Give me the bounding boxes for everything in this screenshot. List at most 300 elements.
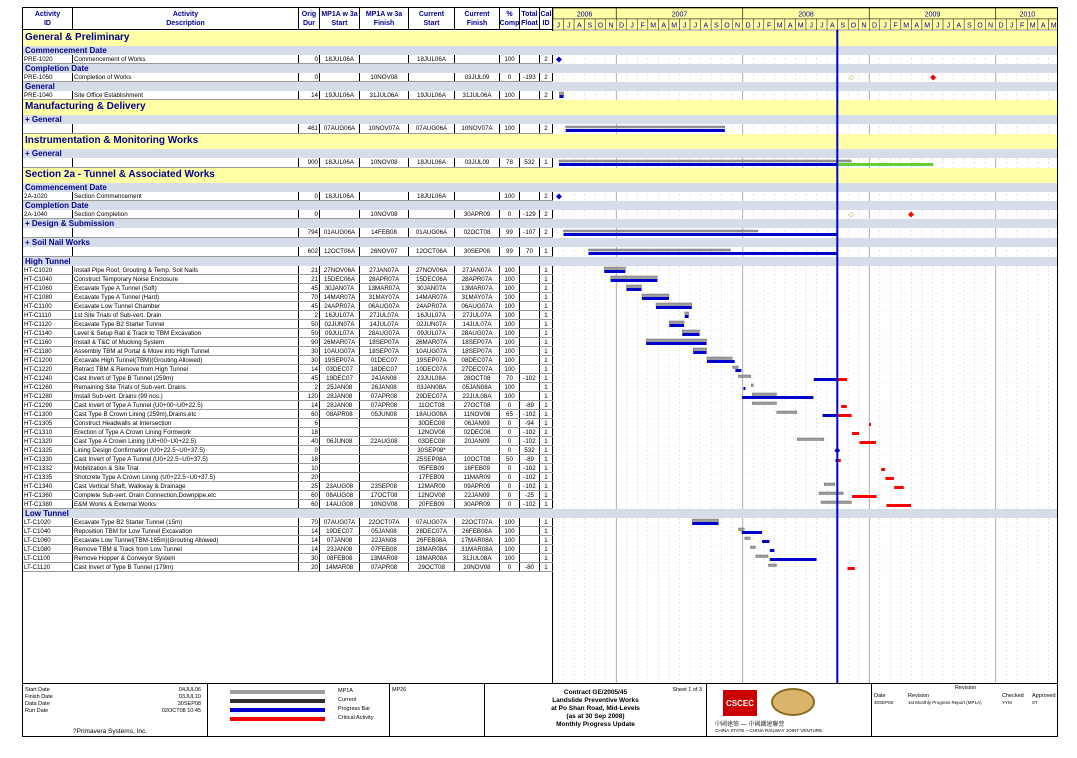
- cell-cs: [409, 210, 455, 218]
- month-label: M: [650, 22, 657, 30]
- column-header-2[interactable]: Orig Dur: [299, 8, 320, 30]
- cell-f1: 06AUG07A: [360, 302, 409, 310]
- cell-cal: 1: [540, 329, 553, 337]
- month-label: O: [597, 22, 604, 30]
- cell-tf: -102: [520, 428, 540, 436]
- cell-desc: Complete Sub-vert. Drain Connection,Downpipe,etc: [73, 491, 299, 499]
- cell-cs: 20FEB09: [409, 500, 455, 508]
- cell-pct: 78: [500, 158, 520, 167]
- cell-pct: 100: [500, 91, 520, 99]
- cell-s1: [320, 455, 360, 463]
- cell-dur: 794: [299, 228, 320, 237]
- cell-cf: 11MAR09: [455, 473, 500, 481]
- cell-s1: [320, 210, 360, 218]
- activity-row[interactable]: [23, 347, 553, 356]
- mp1a-bar: [777, 411, 797, 414]
- mp1a-bar: [750, 546, 755, 549]
- cell-dur: 6: [299, 419, 320, 427]
- cell-id: HT-C1280: [23, 392, 73, 400]
- activity-row[interactable]: [23, 365, 553, 374]
- progress-bar: [692, 522, 718, 525]
- cell-pct: 65: [500, 410, 520, 418]
- activity-row[interactable]: [23, 410, 553, 419]
- cell-desc: Reposition TBM for Low Tunnel Excavation: [73, 527, 299, 535]
- subsection-band: [553, 149, 1058, 158]
- cell-s1: 09JUL07A: [320, 329, 360, 337]
- cell-cal: 2: [540, 73, 553, 81]
- critical-activity-bar: [847, 567, 854, 570]
- progress-bar: [770, 549, 775, 552]
- cell-id: [23, 228, 73, 237]
- cell-desc: Excavate High Tunnel(TBM)(Grouting Allowed): [73, 356, 299, 364]
- revision-header: Approved: [1032, 693, 1056, 699]
- month-label: A: [956, 22, 962, 30]
- activity-row[interactable]: [23, 527, 553, 536]
- section-header[interactable]: Instrumentation & Monitoring Works: [23, 134, 553, 149]
- cell-cal: 2: [540, 124, 553, 133]
- cell-pct: 0: [500, 464, 520, 472]
- cell-desc: [73, 247, 299, 256]
- cell-cal: 1: [540, 455, 553, 463]
- activity-row[interactable]: [23, 500, 553, 509]
- cell-desc: Site Office Establishment: [73, 91, 299, 99]
- cell-dur: 14: [299, 91, 320, 99]
- mp1a-bar: [685, 312, 689, 315]
- subsection-header[interactable]: Completion Date: [23, 201, 553, 210]
- cell-cs: 18JUL06A: [409, 55, 455, 63]
- legend-swatch: [230, 699, 325, 703]
- cell-dur: 14: [299, 545, 320, 553]
- cell-cs: 26FEB08A: [409, 536, 455, 544]
- cell-dur: 461: [299, 124, 320, 133]
- subsection-header[interactable]: + General: [23, 149, 553, 158]
- cell-cf: 10NOV07A: [455, 124, 500, 133]
- cell-cal: 2: [540, 192, 553, 200]
- cell-s1: 19JUL06A: [320, 91, 360, 99]
- cell-f1: 22JAN08: [360, 536, 409, 544]
- cell-desc: E&M Works & External Works: [73, 500, 299, 508]
- cell-cf: [455, 446, 500, 454]
- progress-bar: [742, 531, 762, 534]
- cell-id: [23, 158, 73, 167]
- critical-activity-bar: [894, 486, 903, 489]
- progress-bar: [707, 360, 735, 363]
- data-date: 30SEP08: [177, 701, 201, 707]
- cell-cf: 20JAN09: [455, 437, 500, 445]
- column-header-4[interactable]: MP1A w 3a Finish: [360, 8, 409, 30]
- cell-tf: -25: [520, 491, 540, 499]
- cell-dur: 14: [299, 365, 320, 373]
- cell-desc: 1st Site Trials of Sub-vert. Drain: [73, 311, 299, 319]
- activity-row[interactable]: [23, 446, 553, 455]
- activity-row[interactable]: [23, 545, 553, 554]
- cell-cf: 18SEP07A: [455, 338, 500, 346]
- legend-swatch: [230, 708, 325, 712]
- cell-desc: Retract TBM & Remove from High Tunnel: [73, 365, 299, 373]
- cell-cf: 10OCT08: [455, 455, 500, 463]
- cell-s1: 23AUG08: [320, 482, 360, 490]
- column-header-6[interactable]: Current Finish: [455, 8, 500, 30]
- cell-tf: [520, 266, 540, 274]
- revision-block: [872, 684, 1058, 737]
- summary-row[interactable]: [23, 247, 553, 257]
- activity-row[interactable]: [23, 73, 553, 82]
- cell-tf: -102: [520, 473, 540, 481]
- cell-id: HT-C1040: [23, 275, 73, 283]
- legend: [208, 684, 390, 737]
- cell-dur: 90: [299, 338, 320, 346]
- cell-f1: 18DEC07: [360, 365, 409, 373]
- activity-row[interactable]: [23, 91, 553, 100]
- milestone-marker: [908, 212, 914, 218]
- cell-dur: 20: [299, 473, 320, 481]
- month-label: M: [903, 22, 910, 30]
- cell-tf: -94: [520, 419, 540, 427]
- cell-dur: 20: [299, 563, 320, 571]
- cell-cf: 02DEC08: [455, 428, 500, 436]
- cell-cs: 30DEC08: [409, 419, 455, 427]
- jv-name-en: CHINA STATE – CHINA RAILWAY JOINT VENTURE: [715, 728, 823, 733]
- column-header-0[interactable]: Activity ID: [23, 8, 73, 30]
- cell-id: HT-C1330: [23, 455, 73, 463]
- cell-s1: [320, 473, 360, 481]
- activity-row[interactable]: [23, 383, 553, 392]
- cell-cs: 12NOV08: [409, 491, 455, 499]
- mp1a-bar: [821, 501, 851, 504]
- cell-pct: 100: [500, 329, 520, 337]
- activity-row[interactable]: [23, 518, 553, 527]
- month-label: O: [977, 22, 983, 30]
- cell-f1: 28AUG07A: [360, 329, 409, 337]
- cell-pct: 0: [500, 500, 520, 508]
- cell-pct: 100: [500, 284, 520, 292]
- month-label: D: [745, 22, 751, 30]
- activity-row[interactable]: [23, 320, 553, 329]
- cell-tf: -80: [520, 563, 540, 571]
- cell-cal: 1: [540, 293, 553, 301]
- cell-tf: -107: [520, 228, 540, 237]
- mp1a-bar: [797, 438, 824, 441]
- activity-row[interactable]: [23, 482, 553, 491]
- mp1a-bar: [733, 366, 738, 369]
- activity-row[interactable]: [23, 311, 553, 320]
- cell-id: HT-C1320: [23, 437, 73, 445]
- critical-activity-bar: [881, 468, 885, 471]
- month-label: J: [809, 22, 814, 30]
- cell-pct: 70: [500, 374, 520, 382]
- subsection-header[interactable]: High Tunnel: [23, 257, 553, 266]
- cell-tf: -89: [520, 455, 540, 463]
- cell-desc: [73, 124, 299, 133]
- cell-cal: 1: [540, 347, 553, 355]
- year-label: 2007: [671, 11, 688, 19]
- year-label: 2009: [924, 11, 941, 19]
- month-label: S: [967, 22, 972, 30]
- critical-activity-bar: [852, 432, 859, 435]
- activity-row[interactable]: [23, 338, 553, 347]
- month-label: A: [661, 22, 667, 30]
- cell-cs: 28DEC07A: [409, 527, 455, 535]
- cell-cs: 12MAR09: [409, 482, 455, 490]
- cell-cs: 03DEC08: [409, 437, 455, 445]
- cell-desc: Remaining Site Trials of Sub-vert. Drains: [73, 383, 299, 391]
- cell-s1: 02JUN07A: [320, 320, 360, 328]
- activity-row[interactable]: [23, 266, 553, 275]
- subsection-header[interactable]: + Soil Nail Works: [23, 238, 553, 247]
- activity-row[interactable]: [23, 401, 553, 410]
- cell-cs: 18AUG08A: [409, 410, 455, 418]
- cell-cs: 16JUL07A: [409, 311, 455, 319]
- cell-cal: 1: [540, 563, 553, 571]
- activity-row[interactable]: [23, 329, 553, 338]
- cell-cs: 10AUG07A: [409, 347, 455, 355]
- month-label: J: [946, 22, 951, 30]
- month-label: N: [608, 22, 614, 30]
- cell-tf: 532: [520, 158, 540, 167]
- activity-row[interactable]: [23, 536, 553, 545]
- cell-tf: [520, 536, 540, 544]
- gantt-chart: [553, 8, 1058, 683]
- cell-cs: 14MAR07A: [409, 293, 455, 301]
- cell-desc: Section Completion: [73, 210, 299, 218]
- subsection-band: [553, 64, 1058, 73]
- activity-row[interactable]: [23, 455, 553, 464]
- month-label: S: [714, 22, 719, 30]
- progress-bar: [823, 414, 838, 417]
- cell-dur: 2: [299, 383, 320, 391]
- cell-f1: 27JUL07A: [360, 311, 409, 319]
- cell-cs: 18MAR08A: [409, 554, 455, 562]
- data-date-label: Data Date: [25, 701, 50, 707]
- cell-tf: [520, 275, 540, 283]
- cell-pct: 100: [500, 55, 520, 63]
- mp1a-bar: [626, 285, 641, 288]
- cell-id: HT-C1120: [23, 320, 73, 328]
- cell-pct: 100: [500, 338, 520, 346]
- summary-row[interactable]: [23, 228, 553, 238]
- subsection-band: [553, 183, 1058, 192]
- cell-tf: [520, 518, 540, 526]
- cell-dur: 21: [299, 275, 320, 283]
- activity-row[interactable]: [23, 275, 553, 284]
- cell-id: HT-C1305: [23, 419, 73, 427]
- cell-s1: 18JUL06A: [320, 158, 360, 167]
- cell-tf: [520, 124, 540, 133]
- cell-pct: 100: [500, 383, 520, 391]
- cell-f1: 24JAN08: [360, 374, 409, 382]
- subsection-header[interactable]: Commencement Date: [23, 183, 553, 192]
- column-header-8[interactable]: Total Float: [520, 8, 540, 30]
- cell-pct: 100: [500, 536, 520, 544]
- month-label: J: [756, 22, 761, 30]
- activity-row[interactable]: [23, 293, 553, 302]
- mp1a-bar: [642, 294, 669, 297]
- cell-tf: 532: [520, 446, 540, 454]
- activity-row[interactable]: [23, 55, 553, 64]
- subsection-header[interactable]: General: [23, 82, 553, 91]
- subsection-band: [553, 257, 1058, 266]
- subsection-header[interactable]: + General: [23, 115, 553, 124]
- cell-tf: [520, 329, 540, 337]
- cell-id: HT-C1332: [23, 464, 73, 472]
- cell-cs: 30JAN07A: [409, 284, 455, 292]
- section-header[interactable]: Manufacturing & Delivery: [23, 100, 553, 115]
- progress-bar: [742, 396, 813, 399]
- cell-s1: 08FEB08: [320, 554, 360, 562]
- column-header-3[interactable]: MP1A w 3a Start: [320, 8, 360, 30]
- activity-row[interactable]: [23, 419, 553, 428]
- cell-tf: [520, 311, 540, 319]
- cell-cs: 18JUL06A: [409, 192, 455, 200]
- month-label: O: [724, 22, 730, 30]
- activity-row[interactable]: [23, 428, 553, 437]
- cell-pct: 0: [500, 473, 520, 481]
- activity-row[interactable]: [23, 554, 553, 563]
- cell-tf: [520, 545, 540, 553]
- cell-tf: [520, 284, 540, 292]
- cell-pct: 0: [500, 491, 520, 499]
- column-header-9[interactable]: Cal ID: [540, 8, 553, 30]
- cell-cs: [409, 73, 455, 81]
- cell-cf: 14JUL07A: [455, 320, 500, 328]
- cell-id: 2A-1020: [23, 192, 73, 200]
- cell-id: 2A-1040: [23, 210, 73, 218]
- activity-row[interactable]: [23, 437, 553, 446]
- cell-cf: 09APR09: [455, 482, 500, 490]
- cell-cal: 1: [540, 383, 553, 391]
- cell-pct: 99: [500, 247, 520, 256]
- cell-pct: 100: [500, 320, 520, 328]
- activity-row[interactable]: [23, 192, 553, 201]
- cell-dur: 50: [299, 329, 320, 337]
- cell-pct: 100: [500, 266, 520, 274]
- cell-cf: 27OCT08: [455, 401, 500, 409]
- cell-tf: [520, 338, 540, 346]
- cell-desc: Construct Temporary Noise Enclosure: [73, 275, 299, 283]
- cell-cf: 27JUL07A: [455, 311, 500, 319]
- cell-tf: [520, 347, 540, 355]
- subsection-header[interactable]: Commencement Date: [23, 46, 553, 55]
- project-code-cell: [390, 684, 485, 737]
- cell-cal: 2: [540, 228, 553, 237]
- cell-dur: 602: [299, 247, 320, 256]
- cell-f1: 26JAN08: [360, 383, 409, 391]
- cell-f1: 14JUL07A: [360, 320, 409, 328]
- cell-desc: Excavate Low Tunnel Chamber: [73, 302, 299, 310]
- mp1a-bar: [819, 492, 843, 495]
- cell-f1: 13MAR08: [360, 554, 409, 562]
- cell-dur: 0: [299, 55, 320, 63]
- mp1a-bar: [752, 393, 776, 396]
- section-header[interactable]: Section 2a - Tunnel & Associated Works: [23, 168, 553, 183]
- cell-cal: 1: [540, 437, 553, 445]
- cell-f1: [360, 55, 409, 63]
- section-header[interactable]: General & Preliminary: [23, 31, 553, 46]
- month-label: J: [567, 22, 571, 30]
- cell-desc: Section Commencement: [73, 192, 299, 200]
- subsection-header[interactable]: Low Tunnel: [23, 509, 553, 518]
- column-header-7[interactable]: % Comp: [500, 8, 520, 30]
- cell-pct: 100: [500, 293, 520, 301]
- cell-desc: Excavate Type A Tunnel (Hard): [73, 293, 299, 301]
- target-milestone-marker: [849, 212, 854, 217]
- cell-dur: 40: [299, 437, 320, 445]
- activity-row[interactable]: [23, 302, 553, 311]
- cscec-logo: CSCEC: [723, 690, 757, 716]
- month-label: S: [840, 22, 846, 30]
- activity-row[interactable]: [23, 284, 553, 293]
- cell-dur: 25: [299, 482, 320, 490]
- cell-desc: [73, 228, 299, 237]
- progress-bar: [626, 288, 641, 291]
- mp1a-bar: [559, 92, 563, 95]
- month-label: M: [671, 22, 678, 30]
- cell-f1: [360, 192, 409, 200]
- cell-cs: 05FEB09: [409, 464, 455, 472]
- title-line: Landslide Preventive Works: [552, 697, 639, 704]
- activity-row[interactable]: [23, 374, 553, 383]
- column-header-5[interactable]: Current Start: [409, 8, 455, 30]
- cell-pct: 0: [500, 446, 520, 454]
- legend-label: MP1A: [338, 688, 353, 694]
- activity-row[interactable]: [23, 473, 553, 482]
- cell-id: PRE-1040: [23, 91, 73, 99]
- cell-desc: Remove Hopper & Conveyor System: [73, 554, 299, 562]
- summary-row[interactable]: [23, 158, 553, 168]
- cell-id: [23, 247, 73, 256]
- cell-id: HT-C1360: [23, 491, 73, 499]
- cell-dur: 14: [299, 401, 320, 409]
- activity-row[interactable]: [23, 464, 553, 473]
- cell-id: HT-C1110: [23, 311, 73, 319]
- month-label: F: [640, 22, 645, 30]
- cell-s1: 19SEP07A: [320, 356, 360, 364]
- cell-cal: 1: [540, 491, 553, 499]
- cell-tf: [520, 365, 540, 373]
- activity-row[interactable]: [23, 392, 553, 401]
- cell-desc: Lining Design Confirmation (U0+22.5~U0+37.5): [73, 446, 299, 454]
- activity-row[interactable]: [23, 563, 553, 572]
- column-header-1[interactable]: Activity Description: [73, 8, 299, 30]
- summary-mp1a-bar: [564, 230, 758, 232]
- cell-pct: 100: [500, 311, 520, 319]
- cell-cf: 22JAN09: [455, 491, 500, 499]
- activity-row[interactable]: [23, 210, 553, 219]
- cell-cf: 27DEC07A: [455, 365, 500, 373]
- cell-cf: 13MAR07A: [455, 284, 500, 292]
- title-line: Monthly Progress Update: [556, 721, 635, 728]
- cell-pct: 100: [500, 124, 520, 133]
- cell-tf: [520, 392, 540, 400]
- summary-row[interactable]: [23, 124, 553, 134]
- cell-dur: 900: [299, 158, 320, 167]
- subsection-header[interactable]: Completion Date: [23, 64, 553, 73]
- cell-dur: 14: [299, 527, 320, 535]
- activity-row[interactable]: [23, 356, 553, 365]
- critical-activity-bar: [869, 423, 871, 426]
- month-label: D: [618, 22, 625, 30]
- cell-dur: 21: [299, 266, 320, 274]
- activity-row[interactable]: [23, 491, 553, 500]
- cell-cal: 1: [540, 500, 553, 508]
- month-label: J: [820, 22, 824, 30]
- month-label: A: [1040, 22, 1046, 30]
- cell-dur: 18: [299, 455, 320, 463]
- cell-cal: 1: [540, 554, 553, 562]
- cell-cf: 08DEC07A: [455, 356, 500, 364]
- cell-cf: 18SEP07A: [455, 347, 500, 355]
- subsection-header[interactable]: + Design & Submission: [23, 219, 553, 228]
